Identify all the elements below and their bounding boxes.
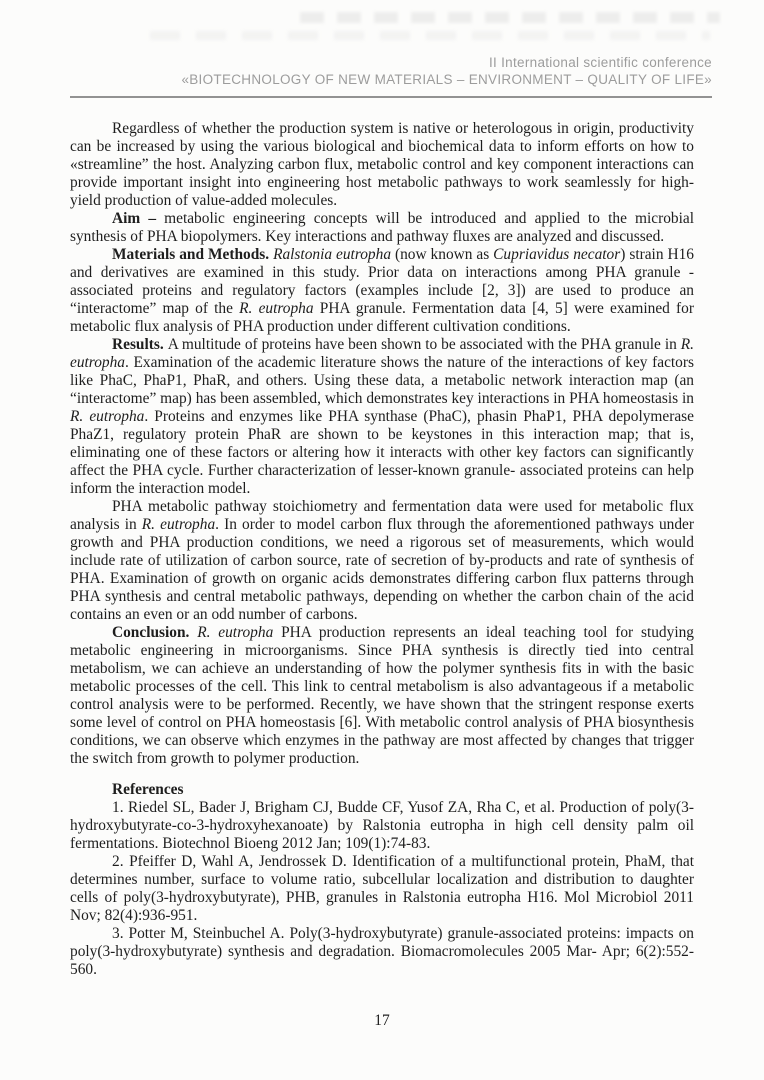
paragraph (70, 624, 694, 768)
text-run: . Proteins and enzymes like PHA synthase (PhaC), phasin PhaP1, PHA depolymerase PhaZ1, regulatory protein PhaR are shown to be keystones in this interaction map; that is, eliminating one of these factors or altering how it interacts with other key factors can significantly affect the PHA cycle. Further characterization of lesser-known granule- associated proteins can help inform the interaction model. (70, 408, 695, 497)
scan-bleed-through-artifact (300, 12, 720, 23)
text-run: . Examination of the academic literature shows the nature of the interactions of key factors like PhaC, PhaP1, PhaR, and others. Using these data, a metabolic network interaction map (an “interactome” map) has been assembled, which demonstrates key interactions in PHA homeostasis in (70, 354, 694, 407)
paragraph (70, 336, 694, 498)
header-title-line: «BIOTECHNOLOGY OF NEW MATERIALS – ENVIRONMENT – QUALITY OF LIFE» (181, 72, 712, 87)
text-run: R. eutropha (70, 408, 145, 425)
header-rule (70, 96, 712, 98)
paragraph (70, 210, 694, 246)
scan-bleed-through-artifact (150, 31, 710, 40)
text-run: Cupriavidus necator (493, 246, 621, 263)
text-run: ) strain H16 and derivatives are examined in this study. Prior data on interactions among PHA granule - associated proteins and regulatory factors (examples include [2, 3]) are used to produce an “interactome” map of the (70, 246, 694, 317)
references-section (70, 781, 694, 979)
text-run: Materials and Methods. (112, 246, 274, 263)
reference-item: 3. Potter M, Steinbuchel A. Poly(3-hydroxybutyrate) granule-associated proteins: impacts on poly(3-hydroxybutyrate) synthesis and degradation. Biomacromolecules 2005 Mar- Apr; 6(2):552-560. (70, 925, 694, 978)
header-conference-line: II International scientific conference (488, 55, 712, 70)
text-run: Aim – (112, 210, 165, 227)
body-paragraphs (70, 120, 694, 768)
paragraph (70, 498, 694, 624)
text-run: . In order to model carbon flux through the aforementioned pathways under growth and PHA production conditions, we need a rigorous set of measurements, which would include rate of utilization of carbon source, rate of secretion of by-products and rate of synthesis of PHA. Examination of growth on organic acids demonstrates differing carbon flux patterns through PHA synthesis and central metabolic pathways, depending on whether the carbon chain of the acid contains an even or an odd number of carbons. (70, 516, 694, 623)
text-run: R. eutropha (141, 516, 216, 533)
text-run: PHA granule. Fermentation data [4, 5] were examined for metabolic flux analysis of PHA production under different cultivation conditions. (70, 300, 694, 335)
text-run: Results. (112, 336, 168, 353)
text-run: PHA metabolic pathway stoichiometry and fermentation data were used for metabolic flux analysis in (70, 498, 694, 533)
text-run: R. eutropha (239, 300, 314, 317)
references-heading: References (112, 781, 184, 798)
paragraph (70, 120, 694, 210)
page-number: 17 (374, 1012, 390, 1029)
text-run: metabolic engineering concepts will be introduced and applied to the microbial synthesis of PHA biopolymers. Key interactions and pathway fluxes are analyzed and discussed. (70, 210, 694, 245)
text-run: (now known as (391, 246, 494, 263)
page-header (70, 54, 712, 88)
text-run: PHA production represents an ideal teaching tool for studying metabolic engineering in microorganisms. Since PHA synthesis is directly tied into central metabolism, we can achieve an understanding of how the polymer synthesis fits in with the basic metabolic processes of the cell. This link to central metabolism is also advantageous if a metabolic control analysis were to be performed. Recently, we have shown that the stringent response exerts some level of control on PHA homeostasis [6]. With metabolic control analysis of PHA biosynthesis conditions, we can observe which enzymes in the pathway are most affected by changes that trigger the switch from growth to polymer production. (70, 624, 694, 767)
text-run: R. eutropha (197, 624, 274, 641)
reference-item: 1. Riedel SL, Bader J, Brigham CJ, Budde CF, Yusof ZA, Rha C, et al. Production of poly(3- hydroxybutyrate-co-3-hydroxyhexanoate) by Ralstonia eutropha in high cell density palm oil fermentations. Biotechnol Bioeng 2012 Jan; 109(1):74-83. (70, 799, 694, 852)
text-run: Ralstonia eutropha (273, 246, 392, 263)
text-run: A multitude of proteins have been shown to be associated with the PHA granule in (167, 336, 681, 353)
references-list (70, 799, 694, 979)
paragraph (70, 246, 694, 336)
document-body (70, 120, 694, 979)
reference-item: 2. Pfeiffer D, Wahl A, Jendrossek D. Identification of a multifunctional protein, PhaM, that determines number, surface to volume ratio, subcellular localization and distribution to daughter cells of poly(3-hydroxybutyrate), PHB, granules in Ralstonia eutropha H16. Mol Microbiol 2011 Nov; 82(4):936-951. (70, 853, 694, 924)
text-run: Conclusion. (112, 624, 198, 641)
text-run: Regardless of whether the production system is native or heterologous in origin, productivity can be increased by using the various biological and biochemical data to inform efforts on how to «streamline” the host. Analyzing carbon flux, metabolic control and key component interactions can provide important insight into engineering host metabolic pathways to work seamlessly for high-yield production of value-added molecules. (70, 120, 694, 209)
text-run: R. eutropha (70, 336, 694, 371)
